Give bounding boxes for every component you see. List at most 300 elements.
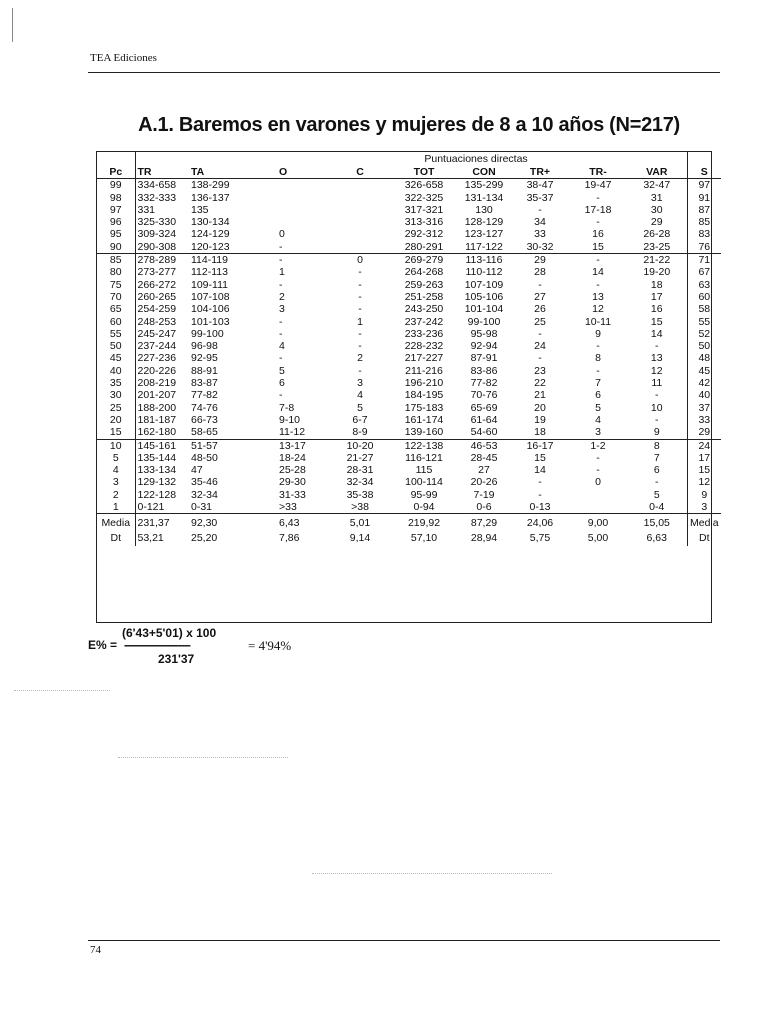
cell-c: 21-27 xyxy=(346,451,374,464)
cell-tr: 133-134 xyxy=(137,464,177,477)
cell-tr-plus: 33 xyxy=(534,228,546,241)
cell-tr-plus: 24 xyxy=(534,340,546,353)
cell-var: 0-4 xyxy=(649,501,665,514)
cell-tr-minus: 17-18 xyxy=(584,203,612,216)
scan-artifact-line xyxy=(14,690,110,691)
cell-tr-minus: 10-11 xyxy=(584,315,612,328)
cell-s: 15 xyxy=(687,464,721,476)
cell-ta: 35-46 xyxy=(191,476,218,489)
cell-tr-minus: 12 xyxy=(592,303,604,316)
cell-s: 83 xyxy=(687,228,721,240)
cell-con: 20-26 xyxy=(470,476,498,489)
cell-tr-minus: 1-2 xyxy=(590,439,606,452)
cell-tr-minus: 14 xyxy=(592,266,604,279)
column-header-tr-minus: TR- xyxy=(569,166,627,179)
cell-o: 29-30 xyxy=(279,476,306,489)
cell-c: 2 xyxy=(357,352,363,365)
cell-ta: 114-119 xyxy=(191,254,228,267)
scan-artifact-line xyxy=(312,873,552,874)
cell-pc: 40 xyxy=(97,365,135,377)
cell-var: 29 xyxy=(650,216,663,229)
cell-con: 46-53 xyxy=(470,439,498,452)
cell-s: 17 xyxy=(687,452,721,464)
cell-tr-minus xyxy=(569,489,627,501)
cell-o: 7-8 xyxy=(279,401,295,414)
column-header-c: C xyxy=(329,166,391,179)
cell-tot: 175-183 xyxy=(404,401,444,414)
cell-tr-plus: 14 xyxy=(534,464,546,477)
table-row xyxy=(97,316,721,328)
cell-tr-minus: - xyxy=(596,191,600,204)
cell-tot: 217-227 xyxy=(404,352,444,365)
cell-o: 3 xyxy=(279,303,285,316)
cell-tr-plus: 27 xyxy=(534,290,546,303)
cell-s: 55 xyxy=(687,316,721,328)
cell-tr: 208-219 xyxy=(137,377,177,390)
cell-tot: 243-250 xyxy=(404,303,444,316)
stat-o: 7,86 xyxy=(279,532,300,545)
cell-tr-plus: - xyxy=(538,278,542,291)
column-header-tr: TR xyxy=(135,166,185,179)
cell-c xyxy=(329,216,391,228)
cell-tr-plus: 38-47 xyxy=(526,179,554,192)
cell-c: 28-31 xyxy=(346,464,374,477)
cell-c: 0 xyxy=(357,254,363,267)
cell-tot: 251-258 xyxy=(404,290,444,303)
cell-var: - xyxy=(655,389,659,402)
table-row xyxy=(97,179,721,192)
cell-tr-minus: 19-47 xyxy=(584,179,612,192)
cell-pc: 5 xyxy=(97,452,135,464)
cell-tot: 292-312 xyxy=(404,228,444,241)
cell-tr-plus: - xyxy=(538,203,542,216)
cell-pc: 95 xyxy=(97,228,135,240)
cell-var: - xyxy=(655,476,659,489)
cell-tr: 260-265 xyxy=(137,290,177,303)
stat-tr: 231,37 xyxy=(135,514,185,532)
table-row xyxy=(97,340,721,352)
cell-pc: 35 xyxy=(97,377,135,389)
cell-con: 77-82 xyxy=(470,377,498,390)
cell-ta: 104-106 xyxy=(191,303,230,316)
cell-ta: 88-91 xyxy=(191,364,218,377)
cell-tr-plus: - xyxy=(538,476,542,489)
cell-o: 9-10 xyxy=(279,413,301,426)
cell-c xyxy=(329,192,391,204)
cell-c xyxy=(329,204,391,216)
cell-s: 33 xyxy=(687,414,721,426)
cell-var: 26-28 xyxy=(643,228,671,241)
cell-var: 32-47 xyxy=(643,179,671,192)
cell-tr-minus: 16 xyxy=(592,228,604,241)
cell-ta: 96-98 xyxy=(191,340,218,353)
cell-con: 99-100 xyxy=(467,315,501,328)
cell-pc: 15 xyxy=(97,426,135,439)
cell-var: 31 xyxy=(650,191,663,204)
cell-tr: 220-226 xyxy=(137,364,177,377)
cell-ta: 74-76 xyxy=(191,401,218,414)
column-header-s: S xyxy=(687,166,721,179)
cell-pc: 2 xyxy=(97,489,135,501)
cell-ta: 107-108 xyxy=(191,290,230,303)
cell-o: 31-33 xyxy=(279,488,306,501)
cell-tr-plus: 29 xyxy=(534,254,546,267)
table-row xyxy=(97,303,721,315)
cell-s: 63 xyxy=(687,279,721,291)
stat-c: 5,01 xyxy=(329,514,391,532)
table-row xyxy=(97,476,721,488)
formula-fraction-line: ---------------------- xyxy=(124,638,190,652)
cell-s: 85 xyxy=(687,216,721,228)
cell-tot: 100-114 xyxy=(405,476,443,489)
cell-pc: 45 xyxy=(97,352,135,364)
cell-tot: 196-210 xyxy=(404,377,444,390)
cell-ta: 47 xyxy=(191,464,203,477)
cell-c: 1 xyxy=(357,315,363,328)
cell-o: - xyxy=(279,327,283,340)
cell-tr-plus: 25 xyxy=(534,315,546,328)
table-row xyxy=(97,452,721,464)
cell-tot: 269-279 xyxy=(404,254,444,267)
cell-tr-plus: - xyxy=(538,327,542,340)
cell-var: 30 xyxy=(650,203,663,216)
table-row xyxy=(97,279,721,291)
cell-pc: 99 xyxy=(97,179,135,192)
cell-tr-plus: 30-32 xyxy=(511,241,569,254)
cell-tr-minus: - xyxy=(596,340,600,353)
cell-o: 18-24 xyxy=(279,451,306,464)
cell-con: 0-6 xyxy=(476,501,492,514)
table-row xyxy=(97,464,721,476)
cell-o: 4 xyxy=(279,340,285,353)
cell-con: 110-112 xyxy=(465,266,503,279)
cell-tr: 332-333 xyxy=(137,191,177,204)
stat-tr-plus: 24,06 xyxy=(511,514,569,532)
cell-o: 6 xyxy=(279,377,285,390)
cell-o: - xyxy=(279,352,283,365)
cell-tr-minus: 0 xyxy=(595,476,601,489)
publisher-header: TEA Ediciones xyxy=(90,52,157,64)
cell-var: 19-20 xyxy=(643,266,671,279)
cell-tr-minus: 7 xyxy=(595,377,601,390)
cell-o: 25-28 xyxy=(279,464,306,477)
cell-pc: 97 xyxy=(97,204,135,216)
cell-tr: 278-289 xyxy=(137,254,177,267)
cell-tr-minus: - xyxy=(596,216,600,229)
stat-tot: 57,10 xyxy=(410,532,438,545)
page-title: A.1. Baremos en varones y mujeres de 8 a 10 años (N=217) xyxy=(138,114,680,136)
stat-con: 28,94 xyxy=(470,532,498,545)
cell-tr: 181-187 xyxy=(137,413,177,426)
cell-tot: 116-121 xyxy=(405,451,443,464)
cell-tot: 259-263 xyxy=(404,278,444,291)
table-row xyxy=(97,426,721,439)
cell-ta: 136-137 xyxy=(191,191,230,204)
cell-ta: 130-134 xyxy=(191,216,230,229)
cell-tr: 266-272 xyxy=(137,278,177,291)
cell-tr-plus: 23 xyxy=(534,364,546,377)
cell-tr-minus: 9 xyxy=(595,327,601,340)
cell-s: 42 xyxy=(687,377,721,389)
cell-tr-plus: 19 xyxy=(534,413,546,426)
table-row xyxy=(97,266,721,278)
cell-c: 3 xyxy=(357,377,363,390)
cell-con: 83-86 xyxy=(470,364,498,377)
cell-tot: 184-195 xyxy=(404,389,444,402)
stat-var: 6,63 xyxy=(646,532,667,545)
cell-o: - xyxy=(279,254,283,267)
cell-con: 105-106 xyxy=(464,290,504,303)
cell-s: 91 xyxy=(687,192,721,204)
cell-ta: 77-82 xyxy=(191,389,218,402)
cell-tr: 273-277 xyxy=(137,266,177,279)
cell-tr-plus: 18 xyxy=(511,426,569,439)
norms-table-frame xyxy=(96,151,719,623)
cell-c: 8-9 xyxy=(329,426,391,439)
super-header: Puntuaciones directas xyxy=(424,153,528,165)
cell-pc: 65 xyxy=(97,303,135,315)
cell-var: 23-25 xyxy=(627,241,687,254)
table-row xyxy=(97,328,721,340)
cell-tr: 237-244 xyxy=(137,340,177,353)
cell-con: 70-76 xyxy=(470,389,498,402)
column-header-pc: Pc xyxy=(97,166,135,179)
cell-o: - xyxy=(279,315,283,328)
cell-ta: 58-65 xyxy=(185,426,267,439)
cell-var: 15 xyxy=(650,315,663,328)
stat-tr-plus: 5,75 xyxy=(529,532,551,545)
cell-ta: 92-95 xyxy=(191,352,218,365)
cell-var: 18 xyxy=(650,278,663,291)
cell-tr-plus: - xyxy=(538,488,542,501)
cell-pc: 80 xyxy=(97,266,135,278)
cell-pc: 70 xyxy=(97,291,135,303)
cell-tot: 228-232 xyxy=(404,340,444,353)
cell-c: - xyxy=(358,340,362,353)
stat-s: Media xyxy=(687,514,721,532)
cell-c: 35-38 xyxy=(346,488,374,501)
cell-o: >33 xyxy=(279,501,297,514)
cell-ta: 120-123 xyxy=(185,241,267,254)
cell-pc: 60 xyxy=(97,316,135,328)
cell-c xyxy=(329,179,391,192)
cell-s: 37 xyxy=(687,402,721,414)
stat-ta: 92,30 xyxy=(185,514,267,532)
cell-s: 71 xyxy=(687,254,721,267)
cell-tot: 0-94 xyxy=(413,501,435,514)
cell-var: 7 xyxy=(653,451,660,464)
cell-pc: 25 xyxy=(97,402,135,414)
cell-pc: 90 xyxy=(97,241,135,254)
cell-tr: 227-236 xyxy=(137,352,177,365)
cell-pc: 96 xyxy=(97,216,135,228)
formula-lhs: E% = xyxy=(88,638,118,652)
cell-c: 6-7 xyxy=(352,413,368,426)
cell-con: 7-19 xyxy=(473,488,495,501)
cell-o: - xyxy=(267,241,329,254)
cell-o xyxy=(267,192,329,204)
cell-ta: 124-129 xyxy=(191,228,230,241)
cell-var: 9 xyxy=(627,426,687,439)
column-header-row xyxy=(97,166,721,179)
table-row xyxy=(97,389,721,401)
cell-var: 21-22 xyxy=(643,254,671,267)
cell-c: - xyxy=(358,278,362,291)
cell-pc: 10 xyxy=(97,439,135,452)
cell-tot: 313-316 xyxy=(404,216,444,229)
stat-pc: Media xyxy=(97,514,135,532)
cell-con: 27 xyxy=(478,464,490,477)
stat-c: 9,14 xyxy=(349,532,371,545)
cell-s: 58 xyxy=(687,303,721,315)
cell-o: 13-17 xyxy=(279,439,306,452)
table-row xyxy=(97,192,721,204)
cell-tr-minus: 4 xyxy=(595,413,601,426)
cell-o: 5 xyxy=(279,364,285,377)
stat-tr-minus: 5,00 xyxy=(587,532,609,545)
table-row xyxy=(97,352,721,364)
cell-tr: 290-308 xyxy=(135,241,185,254)
column-header-tr-plus: TR+ xyxy=(511,166,569,179)
cell-tot: 326-658 xyxy=(404,179,444,192)
cell-con: 92-94 xyxy=(470,340,498,353)
stat-ta: 25,20 xyxy=(191,532,218,545)
cell-pc: 3 xyxy=(97,476,135,488)
cell-var: 8 xyxy=(653,439,660,452)
scan-mark xyxy=(12,8,13,42)
cell-o: 0 xyxy=(279,228,285,241)
cell-tot: 264-268 xyxy=(404,266,444,279)
cell-tr-plus: 26 xyxy=(534,303,546,316)
cell-tr-plus: 21 xyxy=(534,389,546,402)
cell-s: 40 xyxy=(687,389,721,401)
cell-tr: 254-259 xyxy=(137,303,177,316)
cell-tr-minus: - xyxy=(596,254,600,267)
cell-tr: 129-132 xyxy=(137,476,177,489)
cell-tr-minus: - xyxy=(596,278,600,291)
column-header-con: CON xyxy=(457,166,511,179)
cell-tr-minus: 5 xyxy=(595,401,601,414)
cell-tr-minus: 13 xyxy=(592,290,604,303)
cell-tot: 161-174 xyxy=(404,413,444,426)
cell-o: - xyxy=(279,389,283,402)
table-row xyxy=(97,241,721,254)
stat-con: 87,29 xyxy=(457,514,511,532)
cell-con: 135-299 xyxy=(464,179,504,192)
cell-pc: 75 xyxy=(97,279,135,291)
table-row xyxy=(97,402,721,414)
formula-result: = 4'94% xyxy=(248,638,292,653)
cell-tr: 248-253 xyxy=(137,315,177,328)
stats-row xyxy=(97,514,721,532)
cell-var: 16 xyxy=(650,303,663,316)
cell-tr: 162-180 xyxy=(135,426,185,439)
cell-c: - xyxy=(358,364,362,377)
stat-tr-minus: 9,00 xyxy=(569,514,627,532)
cell-var: 11 xyxy=(651,377,663,390)
cell-o xyxy=(267,204,329,216)
cell-tr: 245-247 xyxy=(137,327,177,340)
table-row xyxy=(97,439,721,452)
table-row xyxy=(97,501,721,514)
cell-tot: 115 xyxy=(415,464,433,477)
cell-o xyxy=(267,179,329,192)
cell-s: 3 xyxy=(687,501,721,514)
cell-pc: 1 xyxy=(97,501,135,514)
cell-con: 128-129 xyxy=(464,216,504,229)
cell-con: 113-116 xyxy=(465,254,503,267)
cell-tr-plus: 0-13 xyxy=(529,501,551,514)
cell-tr-plus: 15 xyxy=(534,451,546,464)
cell-o: - xyxy=(279,278,283,291)
cell-ta: 135 xyxy=(191,203,209,216)
cell-tot: 317-321 xyxy=(404,203,444,216)
cell-s: 67 xyxy=(687,266,721,278)
cell-ta: 51-57 xyxy=(191,439,218,452)
cell-pc: 4 xyxy=(97,464,135,476)
column-header-o: O xyxy=(267,166,329,179)
cell-tr: 122-128 xyxy=(137,488,177,501)
cell-c xyxy=(329,241,391,254)
cell-s: 45 xyxy=(687,365,721,377)
cell-tr: 309-324 xyxy=(137,228,177,241)
cell-tr-minus: 8 xyxy=(595,352,601,365)
scan-artifact-line xyxy=(118,757,288,758)
cell-con: 130 xyxy=(475,203,493,216)
cell-s: 29 xyxy=(687,426,721,439)
cell-pc: 98 xyxy=(97,192,135,204)
cell-con: 123-127 xyxy=(464,228,504,241)
cell-con: 61-64 xyxy=(470,413,498,426)
cell-pc: 30 xyxy=(97,389,135,401)
cell-var: 17 xyxy=(650,290,663,303)
cell-c: >38 xyxy=(351,501,369,514)
stat-o: 6,43 xyxy=(267,514,329,532)
cell-con: 107-109 xyxy=(464,278,504,291)
formula-denominator: 231'37 xyxy=(158,652,195,666)
cell-o: 2 xyxy=(279,290,285,303)
cell-tr-minus: - xyxy=(596,451,600,464)
table-row xyxy=(97,216,721,228)
cell-ta: 99-100 xyxy=(191,327,224,340)
cell-tot: 237-242 xyxy=(404,315,444,328)
table-row xyxy=(97,291,721,303)
cell-c: - xyxy=(358,266,362,279)
cell-tr: 325-330 xyxy=(137,216,177,229)
stat-tot: 219,92 xyxy=(391,514,457,532)
cell-ta: 48-50 xyxy=(191,451,218,464)
cell-var: 12 xyxy=(650,364,663,377)
cell-s: 97 xyxy=(687,179,721,192)
cell-var: 6 xyxy=(653,464,660,477)
cell-tr-plus: - xyxy=(538,352,542,365)
cell-c: 32-34 xyxy=(346,476,374,489)
cell-ta: 112-113 xyxy=(191,266,228,279)
cell-tr: 188-200 xyxy=(137,401,177,414)
norms-table xyxy=(97,152,721,546)
cell-ta: 66-73 xyxy=(191,413,218,426)
cell-con: 131-134 xyxy=(464,191,504,204)
cell-s: 12 xyxy=(687,476,721,488)
cell-tot: 95-99 xyxy=(410,488,438,501)
cell-con: 95-98 xyxy=(470,327,498,340)
cell-pc: 55 xyxy=(97,328,135,340)
stats-row xyxy=(97,531,721,546)
cell-pc: 20 xyxy=(97,414,135,426)
cell-con: 54-60 xyxy=(457,426,511,439)
cell-tot: 233-236 xyxy=(404,327,444,340)
cell-con: 87-91 xyxy=(470,352,498,365)
